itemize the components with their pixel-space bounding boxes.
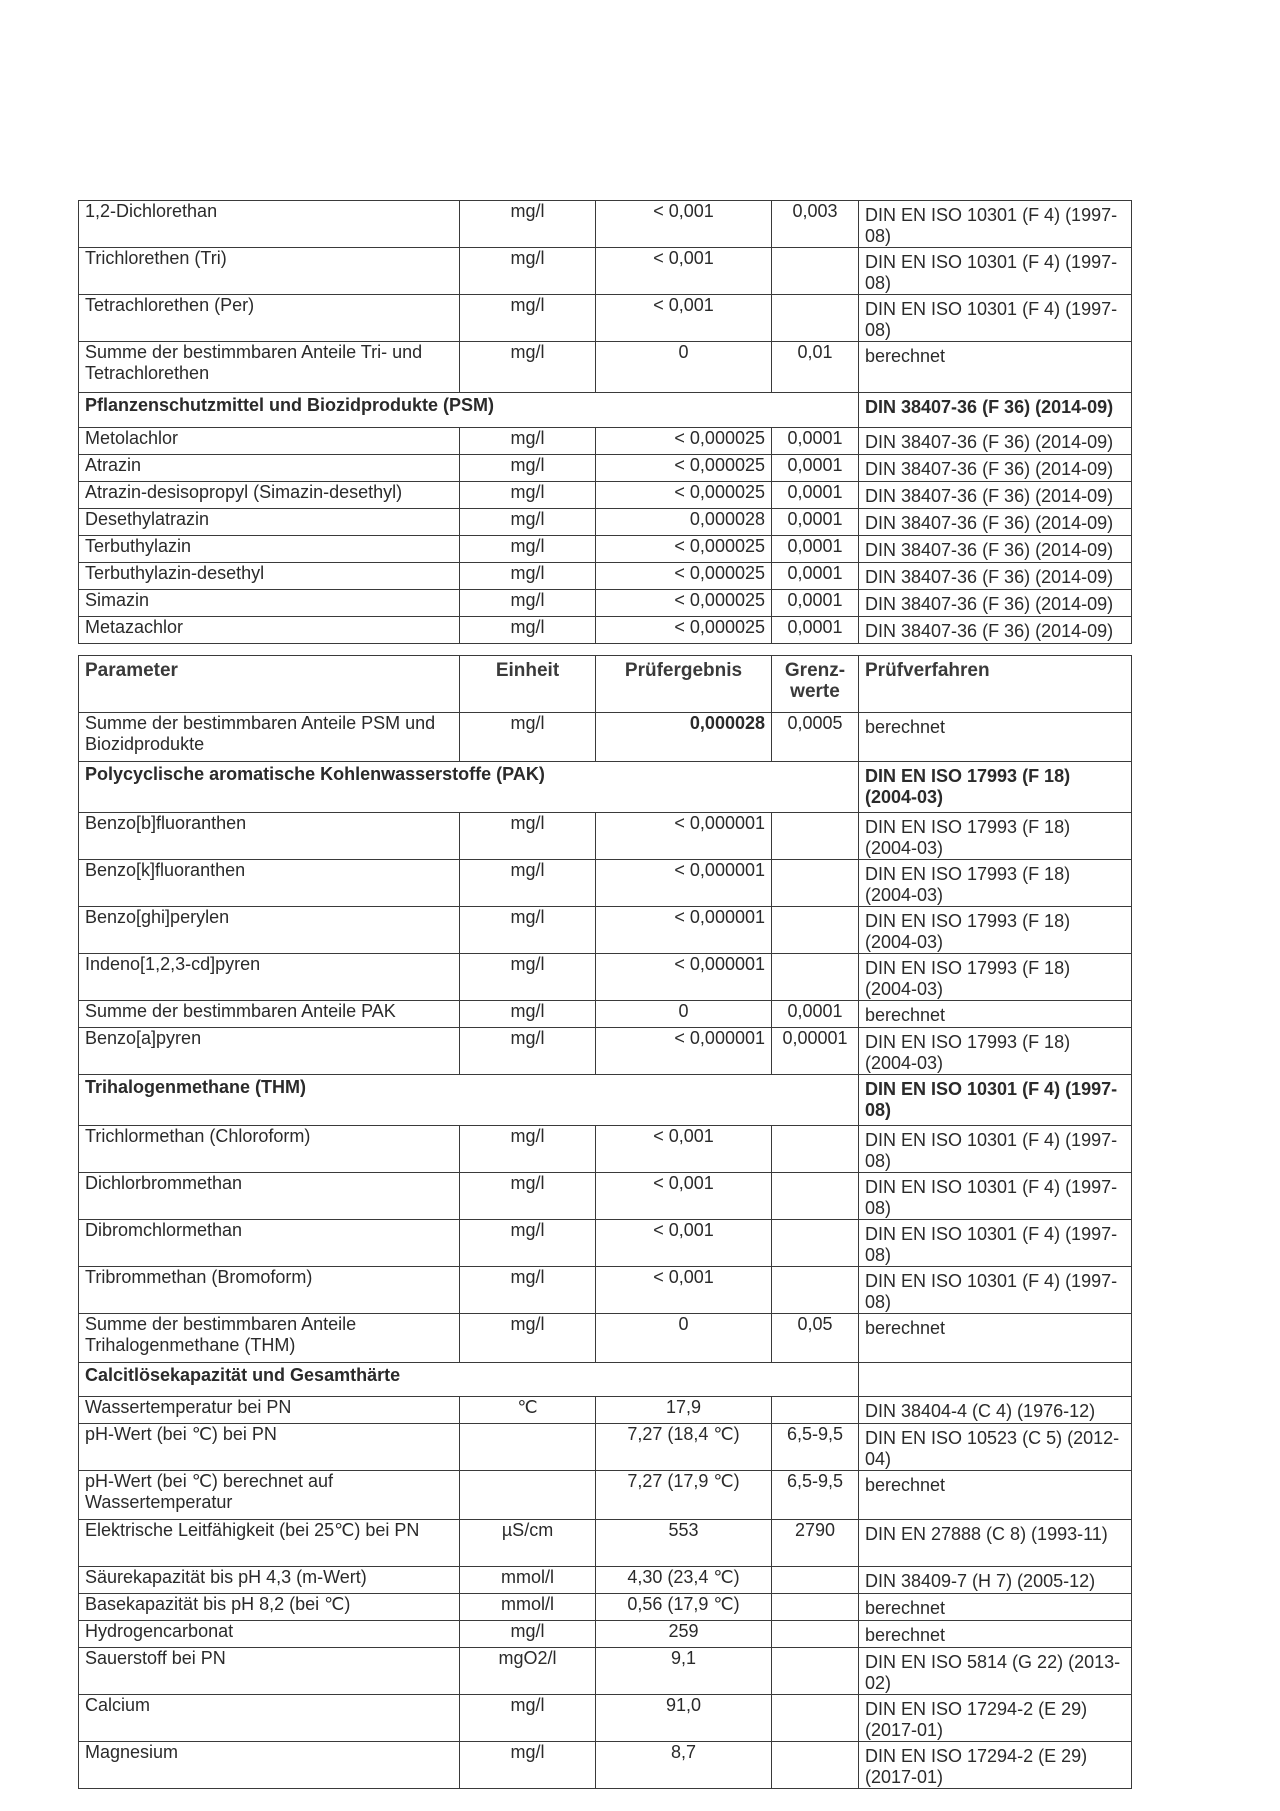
parameter-name: pH-Wert (bei ℃) berechnet auf Wassertemperatur [79,1471,460,1520]
header-method: Prüfverfahren [859,656,1132,713]
test-result: 9,1 [596,1648,772,1695]
test-result: 7,27 (18,4 ℃) [596,1424,772,1471]
parameter-name: Summe der bestimmbaren Anteile PAK [79,1001,460,1028]
unit: mg/l [460,1220,596,1267]
test-result: < 0,001 [596,1126,772,1173]
test-method: DIN EN ISO 10301 (F 4) (1997-08) [859,295,1132,342]
limit-value [772,1594,859,1621]
test-method: DIN 38407-36 (F 36) (2014-09) [859,617,1132,644]
limit-value: 2790 [772,1520,859,1567]
limit-value: 0,0001 [772,590,859,617]
test-result: 91,0 [596,1695,772,1742]
table-row [79,342,1132,393]
parameter-name: Metolachlor [79,428,460,455]
limit-value [772,1173,859,1220]
test-method: DIN EN ISO 17993 (F 18) (2004-03) [859,954,1132,1001]
table-row [79,536,1132,563]
parameter-name: Terbuthylazin-desethyl [79,563,460,590]
table-row [79,509,1132,536]
table-row [79,201,1132,248]
test-result: < 0,000025 [596,428,772,455]
test-result: 0 [596,1001,772,1028]
test-method: DIN 38409-7 (H 7) (2005-12) [859,1567,1132,1594]
parameter-name: Benzo[ghi]perylen [79,907,460,954]
table-row [79,1567,1132,1594]
unit: mg/l [460,563,596,590]
table-row [79,295,1132,342]
header-limit: Grenz-werte [772,656,859,713]
limit-value: 0,003 [772,201,859,248]
unit: mg/l [460,248,596,295]
test-result: < 0,000025 [596,617,772,644]
test-method: DIN 38407-36 (F 36) (2014-09) [859,590,1132,617]
test-method: DIN EN ISO 17294-2 (E 29) (2017-01) [859,1695,1132,1742]
method-calculated: berechnet [859,342,1132,393]
limit-value [772,248,859,295]
method-calculated: berechnet [859,1621,1132,1648]
parameter-name: Benzo[b]fluoranthen [79,813,460,860]
test-method: DIN EN ISO 17993 (F 18) (2004-03) [859,1028,1132,1075]
parameter-name: Wassertemperatur bei PN [79,1397,460,1424]
test-result: < 0,000025 [596,536,772,563]
unit: mg/l [460,1126,596,1173]
test-result: 259 [596,1621,772,1648]
table-row [79,590,1132,617]
test-method: DIN 38407-36 (F 36) (2014-09) [859,563,1132,590]
parameter-name: Terbuthylazin [79,536,460,563]
section-method: DIN 38407-36 (F 36) (2014-09) [859,393,1132,428]
test-result: < 0,000025 [596,563,772,590]
table-row [79,1520,1132,1567]
parameter-name: Basekapazität bis pH 8,2 (bei ℃) [79,1594,460,1621]
limit-value: 0,0001 [772,1001,859,1028]
table-row [79,860,1132,907]
test-result: < 0,000025 [596,455,772,482]
limit-value [772,813,859,860]
table-row [79,713,1132,762]
parameter-name: Benzo[a]pyren [79,1028,460,1075]
limit-value: 0,01 [772,342,859,393]
section-title: Calcitlösekapazität und Gesamthärte [79,1363,859,1397]
test-method: DIN EN ISO 10301 (F 4) (1997-08) [859,201,1132,248]
table-row [79,1173,1132,1220]
test-method: DIN EN ISO 10301 (F 4) (1997-08) [859,1173,1132,1220]
limit-value: 0,0005 [772,713,859,762]
section-method: DIN EN ISO 10301 (F 4) (1997-08) [859,1075,1132,1126]
unit: mg/l [460,428,596,455]
parameter-name: Magnesium [79,1742,460,1789]
table-row [79,428,1132,455]
table-row [79,1471,1132,1520]
table-row [79,248,1132,295]
unit: mg/l [460,907,596,954]
unit: mg/l [460,954,596,1001]
test-result: 8,7 [596,1742,772,1789]
parameter-name: Hydrogencarbonat [79,1621,460,1648]
parameter-name: Dichlorbrommethan [79,1173,460,1220]
test-method: DIN EN ISO 17993 (F 18) (2004-03) [859,860,1132,907]
parameter-name: Säurekapazität bis pH 4,3 (m-Wert) [79,1567,460,1594]
unit: mg/l [460,455,596,482]
parameter-name: Trichlormethan (Chloroform) [79,1126,460,1173]
unit: mg/l [460,342,596,393]
section-title: Polycyclische aromatische Kohlenwasserstoffe (PAK) [79,762,859,813]
limit-value: 0,0001 [772,428,859,455]
unit: mg/l [460,1267,596,1314]
results-table-top [78,200,1132,644]
unit: mg/l [460,1742,596,1789]
parameter-name: 1,2-Dichlorethan [79,201,460,248]
header-parameter: Parameter [79,656,460,713]
test-result: 7,27 (17,9 ℃) [596,1471,772,1520]
limit-value: 6,5-9,5 [772,1471,859,1520]
limit-value [772,1695,859,1742]
section-method [859,1363,1132,1397]
test-method: DIN EN ISO 10301 (F 4) (1997-08) [859,1126,1132,1173]
test-result: 0,56 (17,9 ℃) [596,1594,772,1621]
parameter-name: Elektrische Leitfähigkeit (bei 25℃) bei PN [79,1520,460,1567]
test-result: < 0,001 [596,201,772,248]
unit: mg/l [460,482,596,509]
table-row [79,954,1132,1001]
limit-value [772,860,859,907]
section-title: Pflanzenschutzmittel und Biozidprodukte (PSM) [79,393,859,428]
table-row [79,1267,1132,1314]
table-row [79,1397,1132,1424]
test-result: 0 [596,1314,772,1363]
test-result: < 0,001 [596,295,772,342]
test-result: 0 [596,342,772,393]
test-result: 4,30 (23,4 ℃) [596,1567,772,1594]
unit: mg/l [460,536,596,563]
test-method: DIN 38407-36 (F 36) (2014-09) [859,482,1132,509]
parameter-name: Calcium [79,1695,460,1742]
table-row [79,1126,1132,1173]
table-row [79,563,1132,590]
method-calculated: berechnet [859,1471,1132,1520]
unit: mg/l [460,201,596,248]
limit-value: 0,0001 [772,455,859,482]
table-row [79,1001,1132,1028]
parameter-name: Benzo[k]fluoranthen [79,860,460,907]
limit-value [772,1267,859,1314]
parameter-name: Atrazin [79,455,460,482]
method-calculated: berechnet [859,1594,1132,1621]
test-method: DIN EN ISO 17993 (F 18) (2004-03) [859,813,1132,860]
section-header [79,1363,1132,1397]
limit-value: 0,0001 [772,509,859,536]
test-result: < 0,000025 [596,590,772,617]
table-row [79,1648,1132,1695]
test-result: < 0,000001 [596,1028,772,1075]
parameter-name: Trichlorethen (Tri) [79,248,460,295]
unit: µS/cm [460,1520,596,1567]
method-calculated: berechnet [859,1001,1132,1028]
limit-value [772,1621,859,1648]
test-result: < 0,001 [596,248,772,295]
unit [460,1471,596,1520]
test-result: < 0,000025 [596,482,772,509]
parameter-name: Metazachlor [79,617,460,644]
test-method: DIN 38407-36 (F 36) (2014-09) [859,428,1132,455]
test-result: < 0,001 [596,1267,772,1314]
test-result: < 0,000001 [596,860,772,907]
limit-value: 6,5-9,5 [772,1424,859,1471]
limit-value [772,1567,859,1594]
test-method: DIN 38407-36 (F 36) (2014-09) [859,509,1132,536]
method-calculated: berechnet [859,713,1132,762]
test-method: DIN 38404-4 (C 4) (1976-12) [859,1397,1132,1424]
test-method: DIN EN ISO 17294-2 (E 29) (2017-01) [859,1742,1132,1789]
table-row [79,1695,1132,1742]
table-header [79,656,1132,713]
limit-value: 0,0001 [772,536,859,563]
limit-value [772,1648,859,1695]
limit-value [772,1220,859,1267]
table-row [79,1742,1132,1789]
limit-value [772,1397,859,1424]
test-result: < 0,001 [596,1220,772,1267]
section-header [79,762,1132,813]
table-row [79,617,1132,644]
method-calculated: berechnet [859,1314,1132,1363]
limit-value [772,954,859,1001]
test-result: 553 [596,1520,772,1567]
unit: mg/l [460,617,596,644]
test-method: DIN 38407-36 (F 36) (2014-09) [859,455,1132,482]
limit-value: 0,0001 [772,617,859,644]
unit: mgO2/l [460,1648,596,1695]
unit: mg/l [460,713,596,762]
header-result: Prüfergebnis [596,656,772,713]
unit: mmol/l [460,1567,596,1594]
table-row [79,1220,1132,1267]
table-row [79,455,1132,482]
header-unit: Einheit [460,656,596,713]
section-method: DIN EN ISO 17993 (F 18) (2004-03) [859,762,1132,813]
unit: mg/l [460,1028,596,1075]
limit-value: 0,0001 [772,563,859,590]
test-method: DIN EN ISO 10523 (C 5) (2012-04) [859,1424,1132,1471]
test-result: < 0,000001 [596,907,772,954]
table-row [79,1621,1132,1648]
table-row [79,1594,1132,1621]
limit-value: 0,05 [772,1314,859,1363]
unit: ℃ [460,1397,596,1424]
parameter-name: Summe der bestimmbaren Anteile PSM und Biozidprodukte [79,713,460,762]
limit-value [772,907,859,954]
limit-value: 0,00001 [772,1028,859,1075]
section-header [79,1075,1132,1126]
unit: mg/l [460,860,596,907]
parameter-name: Sauerstoff bei PN [79,1648,460,1695]
limit-value [772,1126,859,1173]
table-row [79,907,1132,954]
parameter-name: Indeno[1,2,3-cd]pyren [79,954,460,1001]
unit: mg/l [460,509,596,536]
parameter-name: Simazin [79,590,460,617]
test-method: DIN EN ISO 17993 (F 18) (2004-03) [859,907,1132,954]
parameter-name: Tribrommethan (Bromoform) [79,1267,460,1314]
unit: mg/l [460,1173,596,1220]
test-result: 0,000028 [596,509,772,536]
test-result: < 0,000001 [596,813,772,860]
unit: mmol/l [460,1594,596,1621]
unit: mg/l [460,813,596,860]
table-row [79,482,1132,509]
test-method: DIN EN ISO 10301 (F 4) (1997-08) [859,248,1132,295]
table-row [79,1314,1132,1363]
test-result: 17,9 [596,1397,772,1424]
test-result: < 0,001 [596,1173,772,1220]
table-row [79,1028,1132,1075]
unit: mg/l [460,590,596,617]
section-header [79,393,1132,428]
limit-value [772,295,859,342]
parameter-name: Tetrachlorethen (Per) [79,295,460,342]
table-row [79,813,1132,860]
parameter-name: Atrazin-desisopropyl (Simazin-desethyl) [79,482,460,509]
test-method: DIN EN ISO 5814 (G 22) (2013-02) [859,1648,1132,1695]
limit-value: 0,0001 [772,482,859,509]
unit: mg/l [460,1621,596,1648]
section-title: Trihalogenmethane (THM) [79,1075,859,1126]
test-result: < 0,000001 [596,954,772,1001]
test-method: DIN EN ISO 10301 (F 4) (1997-08) [859,1220,1132,1267]
parameter-name: Desethylatrazin [79,509,460,536]
test-method: DIN 38407-36 (F 36) (2014-09) [859,536,1132,563]
test-result: 0,000028 [596,713,772,762]
test-method: DIN EN ISO 10301 (F 4) (1997-08) [859,1267,1132,1314]
parameter-name: Summe der bestimmbaren Anteile Trihalogenmethane (THM) [79,1314,460,1363]
unit: mg/l [460,1695,596,1742]
unit [460,1424,596,1471]
limit-value [772,1742,859,1789]
unit: mg/l [460,1314,596,1363]
test-method: DIN EN 27888 (C 8) (1993-11) [859,1520,1132,1567]
results-table-main [78,655,1132,1789]
parameter-name: pH-Wert (bei ℃) bei PN [79,1424,460,1471]
table-row [79,1424,1132,1471]
parameter-name: Dibromchlormethan [79,1220,460,1267]
unit: mg/l [460,295,596,342]
parameter-name: Summe der bestimmbaren Anteile Tri- und Tetrachlorethen [79,342,460,393]
unit: mg/l [460,1001,596,1028]
